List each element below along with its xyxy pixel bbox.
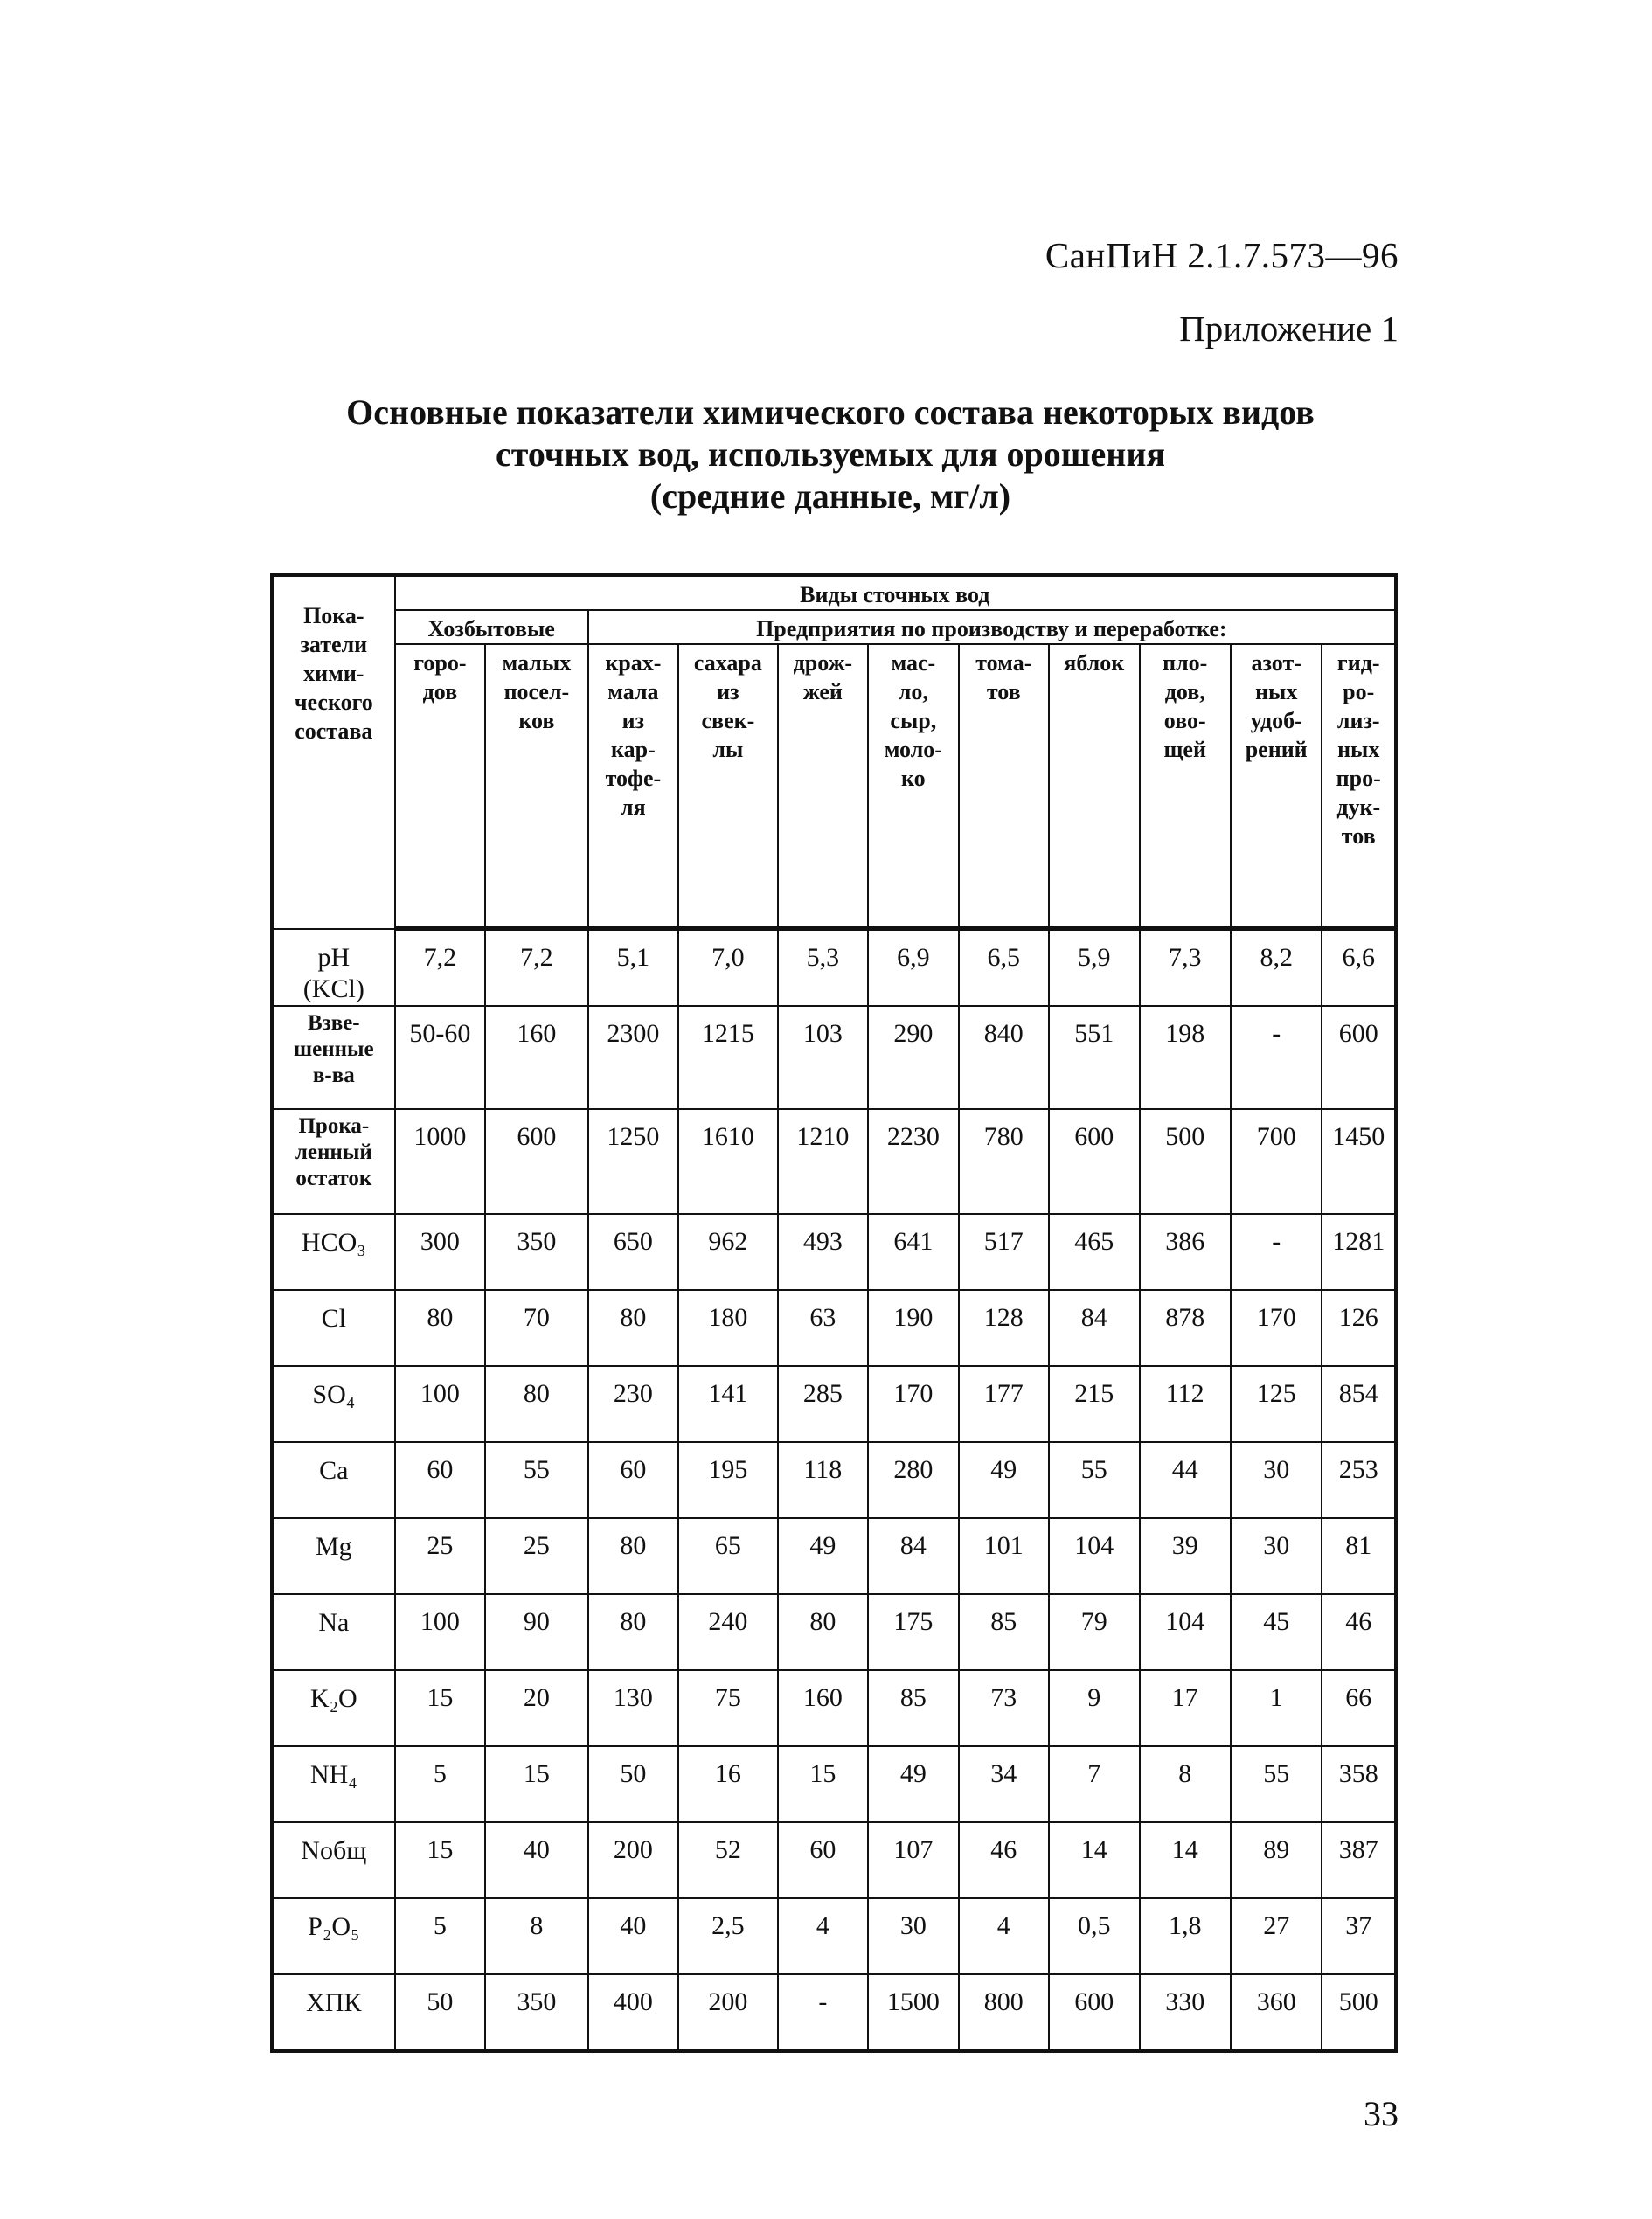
table-cell: 465 [1049,1214,1139,1290]
row-label: Cl [272,1290,395,1366]
column-header: пло- дов, ово- щей [1140,644,1231,929]
table-cell: 45 [1231,1594,1322,1670]
table-cell: 175 [868,1594,958,1670]
table-cell: 125 [1231,1366,1322,1442]
table-row [272,1006,1396,1109]
table-row [272,1290,1396,1366]
table-cell: 240 [678,1594,778,1670]
composition-table [270,573,1398,2053]
title-line-3: (средние данные, мг/л) [649,476,1011,516]
table-cell: 1 [1231,1670,1322,1746]
table-cell: 2,5 [678,1898,778,1974]
table-cell: 55 [485,1442,588,1518]
table-row [272,1670,1396,1746]
row-label: Nобщ [272,1822,395,1898]
table-cell: 20 [485,1670,588,1746]
table-cell: 15 [395,1670,485,1746]
table-cell: 700 [1231,1109,1322,1214]
table-cell: 493 [778,1214,868,1290]
table-cell: 16 [678,1746,778,1822]
table-cell: 60 [588,1442,678,1518]
table-cell: 330 [1140,1974,1231,2051]
table-cell: 7,2 [395,929,485,1007]
table-cell: 25 [485,1518,588,1594]
table-cell: 15 [485,1746,588,1822]
table-cell: 551 [1049,1006,1139,1109]
table-cell: 112 [1140,1366,1231,1442]
table-cell: 650 [588,1214,678,1290]
table-cell: 85 [959,1594,1049,1670]
table-cell: 8 [485,1898,588,1974]
table-cell: 17 [1140,1670,1231,1746]
column-header: мас- ло, сыр, моло- ко [868,644,958,929]
table-cell: 50 [395,1974,485,2051]
table-cell: 73 [959,1670,1049,1746]
table-cell: 126 [1322,1290,1396,1366]
row-label: Взве- шенные в-ва [272,1006,395,1109]
column-header-row [272,644,1396,929]
table-cell: 5 [395,1746,485,1822]
table-cell: 350 [485,1974,588,2051]
column-header: малых посел- ков [485,644,588,929]
table-cell: 49 [778,1518,868,1594]
table-cell: 600 [1049,1974,1139,2051]
table-cell: 190 [868,1290,958,1366]
table-cell: 500 [1322,1974,1396,2051]
table-cell: 641 [868,1214,958,1290]
table-cell: 253 [1322,1442,1396,1518]
row-label: Mg [272,1518,395,1594]
table-cell: 107 [868,1822,958,1898]
table-cell: 8,2 [1231,929,1322,1007]
table-cell: 195 [678,1442,778,1518]
table-cell: 80 [588,1594,678,1670]
table-cell: 103 [778,1006,868,1109]
table-cell: 1500 [868,1974,958,2051]
table-cell: 66 [1322,1670,1396,1746]
page-title [262,392,1399,517]
table-cell: 7 [1049,1746,1139,1822]
table-cell: 780 [959,1109,1049,1214]
table-cell: 49 [959,1442,1049,1518]
table-cell: 85 [868,1670,958,1746]
table-cell: 65 [678,1518,778,1594]
row-label: HCO₃ [272,1214,395,1290]
table-cell: 6,9 [868,929,958,1007]
table-cell: 46 [1322,1594,1396,1670]
table-row [272,1518,1396,1594]
table-cell: 30 [1231,1518,1322,1594]
table-cell: 600 [1322,1006,1396,1109]
document-code: СанПиН 2.1.7.573—96 [1045,235,1399,275]
table-cell: 130 [588,1670,678,1746]
table-cell: 9 [1049,1670,1139,1746]
table-row [272,1822,1396,1898]
household-group-header: Хозбытовые [395,610,588,644]
table-cell: 160 [485,1006,588,1109]
table-cell: - [778,1974,868,2051]
table-cell: 25 [395,1518,485,1594]
column-header: тома- тов [959,644,1049,929]
table-cell: 63 [778,1290,868,1366]
table-cell: 215 [1049,1366,1139,1442]
table-cell: 80 [485,1366,588,1442]
table-cell: 100 [395,1594,485,1670]
column-header: крах- мала из кар- тофе- ля [588,644,678,929]
table-cell: 8 [1140,1746,1231,1822]
table-cell: 5,1 [588,929,678,1007]
row-label: Na [272,1594,395,1670]
table-cell: 90 [485,1594,588,1670]
table-cell: 160 [778,1670,868,1746]
row-label: pH (KCl) [272,929,395,1007]
table-cell: 5,3 [778,929,868,1007]
column-header: горо- дов [395,644,485,929]
table-cell: 180 [678,1290,778,1366]
table-cell: 6,5 [959,929,1049,1007]
table-cell: - [1231,1006,1322,1109]
table-cell: 80 [588,1518,678,1594]
table-cell: 70 [485,1290,588,1366]
table-cell: 40 [588,1898,678,1974]
table-cell: 285 [778,1366,868,1442]
table-cell: 7,0 [678,929,778,1007]
table-cell: 280 [868,1442,958,1518]
column-header: азот- ных удоб- рений [1231,644,1322,929]
wastewater-types-header: Виды сточных вод [395,575,1396,610]
table-cell: 50-60 [395,1006,485,1109]
table-cell: 1450 [1322,1109,1396,1214]
table-cell: 1000 [395,1109,485,1214]
table-cell: 290 [868,1006,958,1109]
table-cell: 89 [1231,1822,1322,1898]
table-cell: 2300 [588,1006,678,1109]
table-row [272,929,1396,1007]
table-cell: - [1231,1214,1322,1290]
table-cell: 80 [778,1594,868,1670]
table-cell: 84 [868,1518,958,1594]
table-cell: 30 [868,1898,958,1974]
table-cell: 55 [1231,1746,1322,1822]
table-cell: 2230 [868,1109,958,1214]
table-cell: 49 [868,1746,958,1822]
table-cell: 4 [778,1898,868,1974]
row-label: SO₄ [272,1366,395,1442]
title-line-1: Основные показатели химического состава некоторых видов [346,392,1315,432]
table-cell: 100 [395,1366,485,1442]
table-cell: 170 [868,1366,958,1442]
composition-table-container [270,573,1398,2053]
table-row [272,1898,1396,1974]
table-cell: 50 [588,1746,678,1822]
table-cell: 854 [1322,1366,1396,1442]
table-cell: 14 [1140,1822,1231,1898]
table-cell: 30 [1231,1442,1322,1518]
table-cell: 500 [1140,1109,1231,1214]
table-cell: 358 [1322,1746,1396,1822]
table-cell: 7,2 [485,929,588,1007]
row-label: Ca [272,1442,395,1518]
row-label: Прока- ленный остаток [272,1109,395,1214]
table-cell: 198 [1140,1006,1231,1109]
table-cell: 200 [678,1974,778,2051]
table-cell: 7,3 [1140,929,1231,1007]
table-row [272,1594,1396,1670]
table-cell: 1215 [678,1006,778,1109]
row-label: NH₄ [272,1746,395,1822]
table-cell: 386 [1140,1214,1231,1290]
table-cell: 517 [959,1214,1049,1290]
table-cell: 15 [778,1746,868,1822]
table-cell: 79 [1049,1594,1139,1670]
table-cell: 75 [678,1670,778,1746]
table-cell: 81 [1322,1518,1396,1594]
table-cell: 1250 [588,1109,678,1214]
table-row [272,1214,1396,1290]
table-cell: 4 [959,1898,1049,1974]
table-cell: 878 [1140,1290,1231,1366]
table-cell: 60 [778,1822,868,1898]
table-cell: 101 [959,1518,1049,1594]
page-number: 33 [1364,2094,1399,2133]
table-cell: 962 [678,1214,778,1290]
table-row [272,1974,1396,2051]
table-cell: 104 [1049,1518,1139,1594]
row-label: ХПК [272,1974,395,2051]
table-cell: 0,5 [1049,1898,1139,1974]
table-cell: 387 [1322,1822,1396,1898]
table-cell: 141 [678,1366,778,1442]
table-cell: 170 [1231,1290,1322,1366]
table-cell: 5,9 [1049,929,1139,1007]
table-cell: 104 [1140,1594,1231,1670]
table-row [272,1442,1396,1518]
table-cell: 1210 [778,1109,868,1214]
table-cell: 360 [1231,1974,1322,2051]
table-cell: 600 [1049,1109,1139,1214]
table-body [272,929,1396,2052]
table-cell: 600 [485,1109,588,1214]
table-cell: 1,8 [1140,1898,1231,1974]
column-header: дрож- жей [778,644,868,929]
table-cell: 840 [959,1006,1049,1109]
table-cell: 34 [959,1746,1049,1822]
table-cell: 800 [959,1974,1049,2051]
table-header [272,575,1396,929]
column-header: гид- ро- лиз- ных про- дук- тов [1322,644,1396,929]
table-cell: 6,6 [1322,929,1396,1007]
title-line-2: сточных вод, используемых для орошения [495,434,1166,474]
table-cell: 118 [778,1442,868,1518]
table-cell: 5 [395,1898,485,1974]
row-header-label: Пока- затели хими- ческого состава [272,575,395,929]
row-label: K₂O [272,1670,395,1746]
table-cell: 37 [1322,1898,1396,1974]
table-row [272,1366,1396,1442]
table-cell: 39 [1140,1518,1231,1594]
table-cell: 14 [1049,1822,1139,1898]
table-cell: 350 [485,1214,588,1290]
table-cell: 200 [588,1822,678,1898]
table-cell: 52 [678,1822,778,1898]
table-cell: 46 [959,1822,1049,1898]
table-cell: 44 [1140,1442,1231,1518]
table-cell: 55 [1049,1442,1139,1518]
appendix-label: Приложение 1 [1179,309,1399,349]
table-cell: 400 [588,1974,678,2051]
table-cell: 80 [588,1290,678,1366]
table-cell: 177 [959,1366,1049,1442]
table-row [272,1109,1396,1214]
table-cell: 1610 [678,1109,778,1214]
table-cell: 128 [959,1290,1049,1366]
table-cell: 15 [395,1822,485,1898]
table-cell: 40 [485,1822,588,1898]
column-header: яблок [1049,644,1139,929]
row-label: P₂O₅ [272,1898,395,1974]
table-cell: 60 [395,1442,485,1518]
table-row [272,1746,1396,1822]
table-cell: 1281 [1322,1214,1396,1290]
column-header: сахара из свек- лы [678,644,778,929]
table-cell: 300 [395,1214,485,1290]
table-cell: 27 [1231,1898,1322,1974]
table-cell: 80 [395,1290,485,1366]
table-cell: 84 [1049,1290,1139,1366]
enterprises-group-header: Предприятия по производству и переработке: [588,610,1396,644]
table-cell: 230 [588,1366,678,1442]
